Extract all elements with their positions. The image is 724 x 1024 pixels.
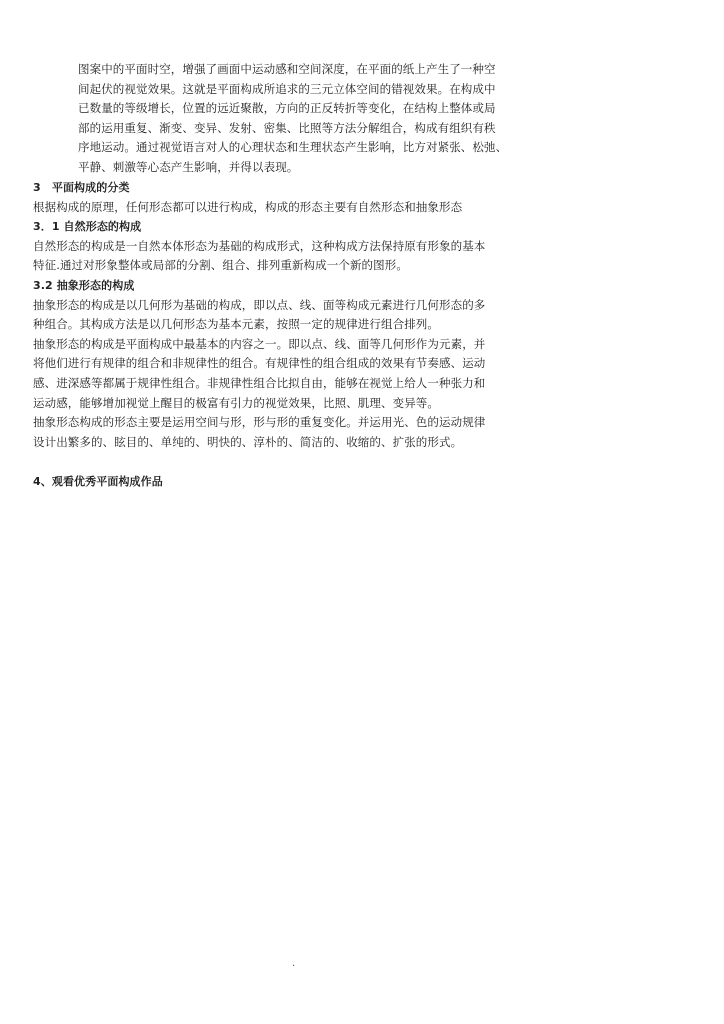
text-line: 抽象形态的构成是平面构成中最基本的内容之一。即以点、线、面等几何形作为元素，并 — [33, 336, 486, 351]
text-line: 设计出繁多的、眩目的、单纯的、明快的、淳朴的、简洁的、收缩的、扩张的形式。 — [33, 434, 463, 449]
text-line: 序地运动。通过视觉语言对人的心理状态和生理状态产生影响，比方对紧张、松弛、 — [78, 140, 508, 155]
text-line: 将他们进行有规律的组合和非规律性的组合。有规律性的组合组成的效果有节奏感、运动 — [33, 356, 486, 371]
section-3-heading: 3 平面构成的分类 — [33, 181, 130, 194]
text-line: 自然形态的构成是一自然本体形态为基础的构成形式，这种构成方法保持原有形象的基本 — [33, 238, 486, 253]
text-line: 平静、刺激等心态产生影响，并得以表现。 — [78, 159, 299, 174]
section-3-text: 根据构成的原理，任何形态都可以进行构成，构成的形态主要有自然形态和抽象形态 — [33, 199, 463, 214]
document-body — [33, 178, 593, 492]
section-3-1-heading: 3．1 自然形态的构成 — [33, 220, 142, 234]
intro-paragraph — [78, 60, 578, 178]
text-line: 感、进深感等都属于规律性组合。非规律性组合比拟自由，能够在视觉上给人一种张力和 — [33, 375, 486, 390]
text-line: 图案中的平面时空，增强了画面中运动感和空间深度，在平面的纸上产生了一种空 — [78, 62, 496, 76]
text-line: 种组合。其构成方法是以几何形态为基本元素，按照一定的规律进行组合排列。 — [33, 317, 439, 332]
text-line: 抽象形态构成的形态主要是运用空间与形，形与形的重复变化。并运用光、色的运动规律 — [33, 415, 486, 430]
blank-line — [33, 452, 593, 472]
footer-mark: . — [292, 958, 296, 969]
text-line: 抽象形态的构成是以几何形为基础的构成，即以点、线、面等构成元素进行几何形态的多 — [33, 297, 486, 312]
text-line: 部的运用重复、渐变、变异、发射、密集、比照等方法分解组合，构成有组织有秩 — [78, 120, 496, 135]
text-line: 运动感，能够增加视觉上醒目的极富有引力的视觉效果，比照、肌理、变异等。 — [33, 395, 439, 410]
text-line: 间起伏的视觉效果。这就是平面构成所追求的三元立体空间的错视效果。在构成中 — [78, 81, 496, 96]
section-4-heading: 4、观看优秀平面构成作品 — [33, 474, 163, 488]
text-line: 特征.通过对形象整体或局部的分割、组合、排列重新构成一个新的图形。 — [33, 258, 408, 273]
section-3-2-heading: 3.2 抽象形态的构成 — [33, 278, 135, 292]
text-line: 已数量的等级增长，位置的远近聚散，方向的正反转折等变化，在结构上整体或局 — [78, 101, 496, 116]
